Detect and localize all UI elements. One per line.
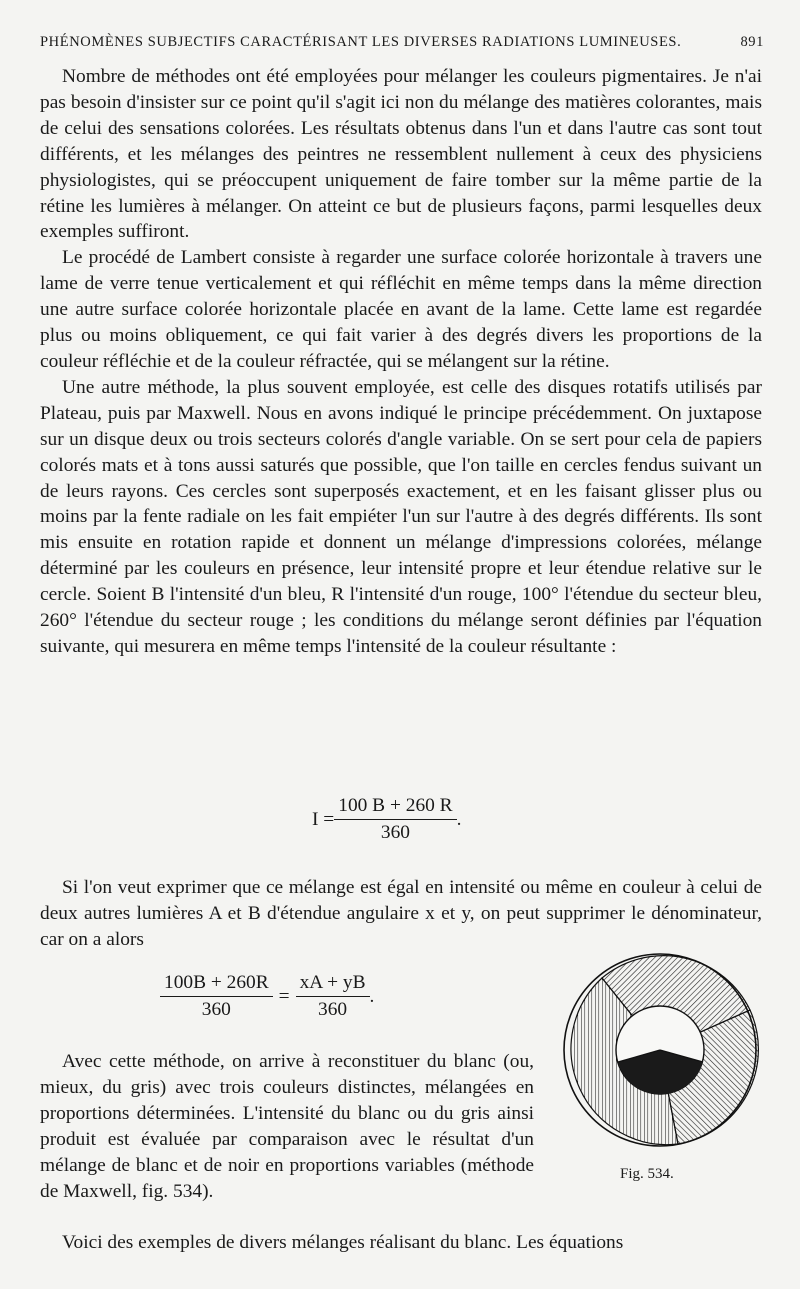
right-numerator: xA + yB: [296, 972, 370, 997]
main-text: [40, 64, 762, 660]
running-title: PHÉNOMÈNES SUBJECTIFS CARACTÉRISANT LES DIVERSES RADIATIONS LUMINEUSES.: [40, 34, 682, 50]
equation2-tail: .: [369, 985, 375, 1007]
equals-sign: =: [278, 985, 290, 1007]
equation-equality: [160, 972, 374, 1021]
equation-fraction: [334, 795, 456, 844]
maxwell-disc-diagram-icon: [560, 950, 760, 1150]
paragraph-examples: Voici des exemples de divers mélanges réalisant du blanc. Les équations: [62, 1232, 624, 1253]
paragraph-equal-intensity: Si l'on veut exprimer que ce mélange est égal en intensité ou même en couleur à celui de deux autres lumières A et B d'étendue angulaire x et y, on peut supprimer le dénominateur, car on a alors: [40, 877, 762, 950]
figure-caption: Fig. 534.: [620, 1166, 674, 1182]
paragraph-white-reconstruction: Avec cette méthode, on arrive à reconstituer du blanc (ou, mieux, du gris) avec trois couleurs distinctes, mélangées en proportions déterminées. L'intensité du blanc ou du gris ainsi produit est évaluée par comparaison avec le résultat d'un mélange de blanc et de noir en proportions variables (méthode de Maxwell, fig. 534).: [40, 1051, 534, 1202]
equation-tail: .: [456, 808, 462, 830]
wrapped-text-column: [40, 1049, 534, 1204]
text-bottom: [40, 1230, 762, 1256]
left-numerator: 100B + 260R: [160, 972, 273, 997]
page-number: 891: [740, 34, 764, 50]
text-before-equation-2: [40, 875, 762, 953]
right-denominator: 360: [318, 999, 348, 1020]
equation-lhs: I =: [312, 808, 335, 830]
equation-left-fraction: [160, 972, 273, 1021]
equation-numerator: 100 B + 260 R: [334, 795, 456, 820]
equation-denominator: 360: [380, 822, 410, 843]
running-header: [40, 34, 764, 51]
left-denominator: 360: [201, 999, 231, 1020]
equation-right-fraction: [296, 972, 370, 1021]
equation-intensity: [312, 795, 461, 844]
paragraph-pigment-mixing: Nombre de méthodes ont été employées pour mélanger les couleurs pigmentaires. Je n'ai pas besoin d'insister sur ce point qu'il s'agit ici non du mélange des matières colorantes, mais de celui des sensations colorées. Les résultats obtenus dans l'un et dans l'autre cas sont tout différents, et les mélanges des peintres ne ressemblent nullement à ceux des physiciens physiologistes, qui se préoccupent uniquement de faire tomber sur la même partie de la rétine les lumières à mélanger. On atteint ce but de plusieurs façons, parmi lesquelles deux exemples suffiront.: [40, 66, 762, 243]
paragraph-rotating-discs: Une autre méthode, la plus souvent employée, est celle des disques rotatifs utilisés par Plateau, puis par Maxwell. Nous en avons indiqué le principe précédemment. On juxtapose sur un disque deux ou trois secteurs colorés d'angle variable. On se sert pour cela de papiers colorés mats et à tons aussi saturés que possible, que l'on taille en cercles fendus suivant un de leurs rayons. Ces cercles sont superposés exactement, et en les faisant glisser plus ou moins par la fente radiale on les fait empiéter l'un sur l'autre à des degrés différents. Ils sont mis ensuite en rotation rapide et donnent un mélange d'impressions colorées, mélange déterminé par les couleurs en présence, leur intensité propre et leur étendue relative sur le cercle. Soient B l'intensité d'un bleu, R l'intensité d'un rouge, 100° l'étendue du secteur bleu, 260° l'étendue du secteur rouge ; les conditions du mélange seront définies par l'équation suivante, qui mesurera en même temps l'intensité de la couleur résultante :: [40, 376, 762, 657]
paragraph-lambert-method: Le procédé de Lambert consiste à regarder une surface colorée horizontale à travers une lame de verre tenue verticalement et qui réfléchit en même temps dans la même direction une autre surface colorée horizontale placée en avant de la lame. Cette lame est regardée plus ou moins obliquement, ce qui fait varier à des degrés divers les proportions de la couleur réfléchie et de la couleur réfractée, qui se mélangent sur la rétine.: [40, 247, 762, 372]
